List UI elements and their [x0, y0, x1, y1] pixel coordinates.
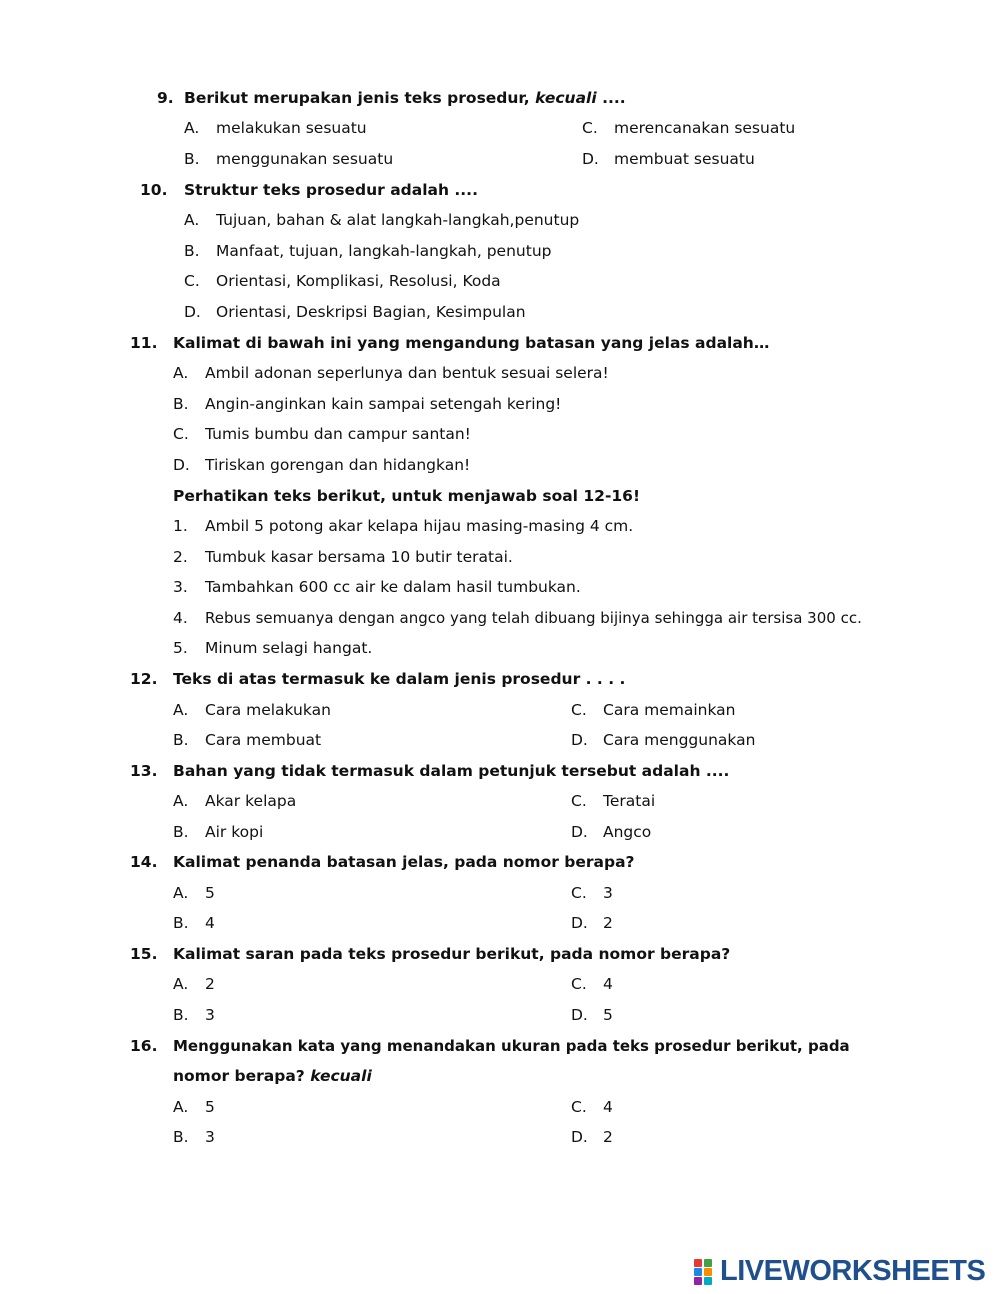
logo-square	[704, 1277, 712, 1285]
q10-option-text[interactable]: Tujuan, bahan & alat langkah-langkah,penutup	[216, 211, 580, 229]
q9-option-letter[interactable]: C.	[582, 119, 598, 137]
passage-step-text: Rebus semuanya dengan angco yang telah dibuang bijinya sehingga air tersisa 300 cc.	[205, 609, 862, 627]
q16-option-text[interactable]: 2	[603, 1128, 613, 1146]
q14-option-letter[interactable]: B.	[173, 914, 189, 932]
q16-stem-italic: kecuali	[310, 1067, 372, 1085]
q10-option-letter[interactable]: B.	[184, 242, 200, 260]
q16-option-letter[interactable]: B.	[173, 1128, 189, 1146]
passage-step-number: 1.	[173, 517, 188, 535]
q13-number: 13.	[130, 762, 158, 780]
q11-option-text[interactable]: Ambil adonan seperlunya dan bentuk sesuai selera!	[205, 364, 609, 382]
q15-option-letter[interactable]: B.	[173, 1006, 189, 1024]
q11-option-text[interactable]: Angin-anginkan kain sampai setengah kering!	[205, 395, 562, 413]
q12-stem: Teks di atas termasuk ke dalam jenis prosedur . . . .	[173, 670, 626, 688]
passage-step-number: 4.	[173, 609, 188, 627]
q9-stem-italic: kecuali	[535, 89, 597, 107]
passage-step-number: 3.	[173, 578, 188, 596]
q13-option-text[interactable]: Akar kelapa	[205, 792, 297, 810]
q15-option-letter[interactable]: C.	[571, 975, 587, 993]
passage-step-text: Ambil 5 potong akar kelapa hijau masing-masing 4 cm.	[205, 517, 634, 535]
q16-option-text[interactable]: 4	[603, 1098, 613, 1116]
passage-step-text: Tambahkan 600 cc air ke dalam hasil tumbukan.	[205, 578, 581, 596]
q10-option-text[interactable]: Orientasi, Deskripsi Bagian, Kesimpulan	[216, 303, 526, 321]
q16-option-letter[interactable]: C.	[571, 1098, 587, 1116]
q12-number: 12.	[130, 670, 158, 688]
q9-option-text[interactable]: melakukan sesuatu	[216, 119, 367, 137]
q10-option-letter[interactable]: D.	[184, 303, 201, 321]
q16-option-text[interactable]: 5	[205, 1098, 215, 1116]
q16-option-letter[interactable]: A.	[173, 1098, 189, 1116]
q9-number: 9.	[157, 89, 174, 107]
q9-option-text[interactable]: merencanakan sesuatu	[614, 119, 796, 137]
q16-option-text[interactable]: 3	[205, 1128, 215, 1146]
passage-step-text: Tumbuk kasar bersama 10 butir teratai.	[205, 548, 513, 566]
passage-step-text: Minum selagi hangat.	[205, 639, 373, 657]
q14-number: 14.	[130, 853, 158, 871]
q13-option-text[interactable]: Teratai	[603, 792, 656, 810]
q13-option-letter[interactable]: A.	[173, 792, 189, 810]
q10-number: 10.	[140, 181, 168, 199]
q9-stem-tail: ....	[602, 89, 626, 107]
logo-text: LIVEWORKSHEETS	[720, 1255, 986, 1287]
q12-option-letter[interactable]: A.	[173, 701, 189, 719]
q11-stem: Kalimat di bawah ini yang mengandung batasan yang jelas adalah…	[173, 334, 770, 352]
q14-option-letter[interactable]: D.	[571, 914, 588, 932]
passage-heading: Perhatikan teks berikut, untuk menjawab soal 12-16!	[173, 487, 641, 505]
q12-option-text[interactable]: Cara menggunakan	[603, 731, 756, 749]
q14-stem: Kalimat penanda batasan jelas, pada nomor berapa?	[173, 853, 635, 871]
q13-option-text[interactable]: Angco	[603, 823, 652, 841]
q12-option-text[interactable]: Cara melakukan	[205, 701, 331, 719]
q13-option-letter[interactable]: B.	[173, 823, 189, 841]
q14-option-text[interactable]: 4	[205, 914, 215, 932]
q9-stem-text: Berikut merupakan jenis teks prosedur,	[184, 89, 530, 107]
q12-option-letter[interactable]: B.	[173, 731, 189, 749]
q15-number: 15.	[130, 945, 158, 963]
q11-option-text[interactable]: Tiriskan gorengan dan hidangkan!	[205, 456, 471, 474]
q15-option-text[interactable]: 5	[603, 1006, 613, 1024]
q12-option-text[interactable]: Cara memainkan	[603, 701, 736, 719]
logo-square	[704, 1268, 712, 1276]
q13-option-text[interactable]: Air kopi	[205, 823, 264, 841]
q11-number: 11.	[130, 334, 158, 352]
q9-option-letter[interactable]: A.	[184, 119, 200, 137]
q11-option-letter[interactable]: C.	[173, 425, 189, 443]
q10-option-text[interactable]: Manfaat, tujuan, langkah-langkah, penutup	[216, 242, 552, 260]
q10-stem: Struktur teks prosedur adalah ....	[184, 181, 478, 199]
q12-option-letter[interactable]: C.	[571, 701, 587, 719]
q12-option-text[interactable]: Cara membuat	[205, 731, 322, 749]
q14-option-letter[interactable]: A.	[173, 884, 189, 902]
q13-option-letter[interactable]: D.	[571, 823, 588, 841]
q14-option-text[interactable]: 5	[205, 884, 215, 902]
q12-option-letter[interactable]: D.	[571, 731, 588, 749]
liveworksheets-logo[interactable]	[690, 1254, 990, 1288]
passage-step-number: 2.	[173, 548, 188, 566]
q11-option-letter[interactable]: A.	[173, 364, 189, 382]
q15-option-text[interactable]: 2	[205, 975, 215, 993]
q16-stem-line2	[173, 1066, 372, 1086]
q10-option-letter[interactable]: C.	[184, 272, 200, 290]
q10-option-text[interactable]: Orientasi, Komplikasi, Resolusi, Koda	[216, 272, 501, 290]
q15-option-text[interactable]: 4	[603, 975, 613, 993]
q9-option-text[interactable]: membuat sesuatu	[614, 150, 755, 168]
q13-option-letter[interactable]: C.	[571, 792, 587, 810]
q16-number: 16.	[130, 1037, 158, 1055]
logo-square	[694, 1277, 702, 1285]
q15-option-letter[interactable]: D.	[571, 1006, 588, 1024]
q9-stem	[184, 88, 626, 108]
q10-option-letter[interactable]: A.	[184, 211, 200, 229]
q11-option-letter[interactable]: B.	[173, 395, 189, 413]
q9-option-letter[interactable]: B.	[184, 150, 200, 168]
q11-option-text[interactable]: Tumis bumbu dan campur santan!	[205, 425, 471, 443]
q11-option-letter[interactable]: D.	[173, 456, 190, 474]
q15-option-letter[interactable]: A.	[173, 975, 189, 993]
q14-option-letter[interactable]: C.	[571, 884, 587, 902]
passage-step-number: 5.	[173, 639, 188, 657]
q16-stem-line2-text: nomor berapa?	[173, 1067, 305, 1085]
logo-square	[694, 1268, 702, 1276]
q9-option-letter[interactable]: D.	[582, 150, 599, 168]
q16-option-letter[interactable]: D.	[571, 1128, 588, 1146]
q14-option-text[interactable]: 3	[603, 884, 613, 902]
logo-square	[704, 1259, 712, 1267]
q9-option-text[interactable]: menggunakan sesuatu	[216, 150, 394, 168]
logo-square	[694, 1259, 702, 1267]
q16-stem-line1: Menggunakan kata yang menandakan ukuran pada teks prosedur berikut, pada	[173, 1037, 850, 1055]
q15-option-text[interactable]: 3	[205, 1006, 215, 1024]
q14-option-text[interactable]: 2	[603, 914, 613, 932]
q13-stem: Bahan yang tidak termasuk dalam petunjuk tersebut adalah ....	[173, 762, 730, 780]
q15-stem: Kalimat saran pada teks prosedur berikut, pada nomor berapa?	[173, 945, 731, 963]
